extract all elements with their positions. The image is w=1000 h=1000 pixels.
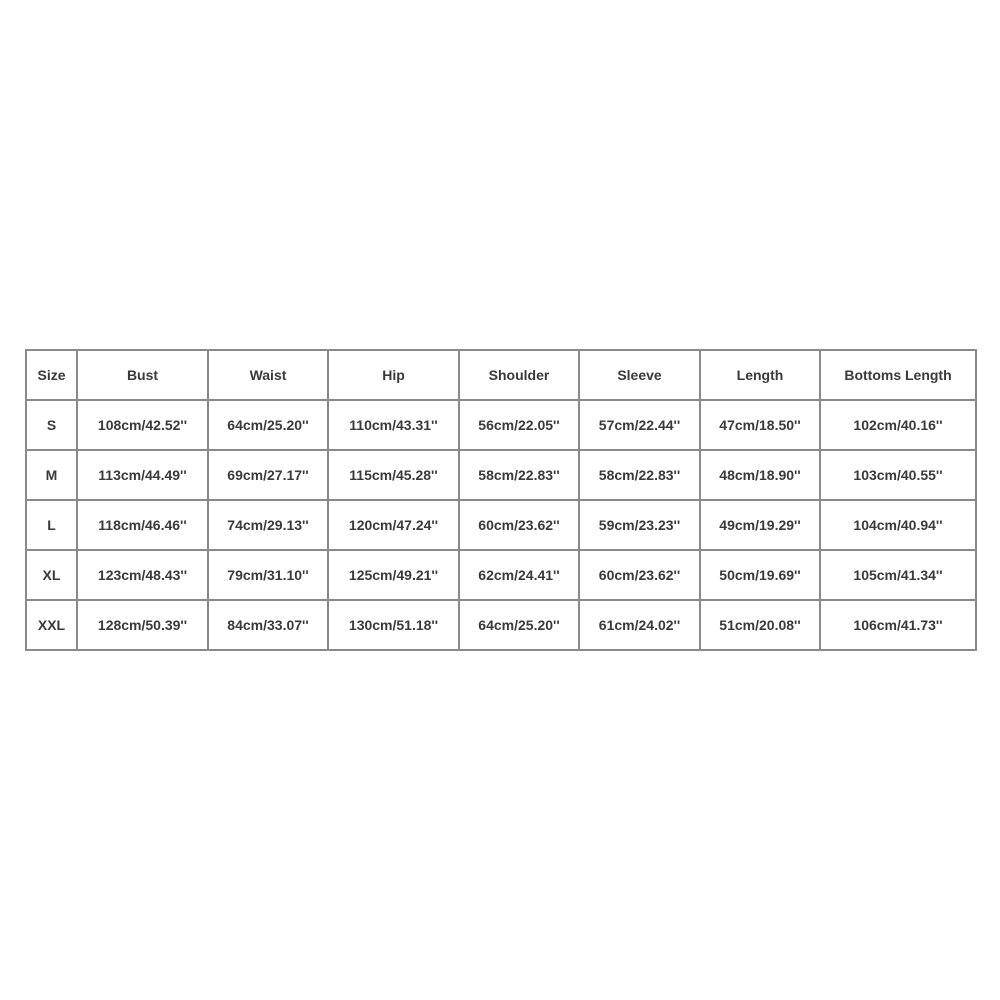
table-row [26, 600, 976, 650]
cell-bust: 108cm/42.52'' [77, 400, 208, 450]
cell-waist: 79cm/31.10'' [208, 550, 328, 600]
cell-bottoms-length: 102cm/40.16'' [820, 400, 976, 450]
cell-hip: 130cm/51.18'' [328, 600, 459, 650]
cell-shoulder: 60cm/23.62'' [459, 500, 579, 550]
cell-sleeve: 57cm/22.44'' [579, 400, 700, 450]
cell-length: 50cm/19.69'' [700, 550, 820, 600]
table-row [26, 500, 976, 550]
header-waist: Waist [208, 350, 328, 400]
cell-sleeve: 60cm/23.62'' [579, 550, 700, 600]
cell-shoulder: 58cm/22.83'' [459, 450, 579, 500]
table-row [26, 550, 976, 600]
cell-shoulder: 64cm/25.20'' [459, 600, 579, 650]
cell-hip: 110cm/43.31'' [328, 400, 459, 450]
cell-shoulder: 62cm/24.41'' [459, 550, 579, 600]
cell-bust: 123cm/48.43'' [77, 550, 208, 600]
header-bottoms-length: Bottoms Length [820, 350, 976, 400]
table-row [26, 400, 976, 450]
cell-bottoms-length: 106cm/41.73'' [820, 600, 976, 650]
cell-sleeve: 58cm/22.83'' [579, 450, 700, 500]
header-hip: Hip [328, 350, 459, 400]
cell-size: XL [26, 550, 77, 600]
cell-bust: 128cm/50.39'' [77, 600, 208, 650]
cell-sleeve: 59cm/23.23'' [579, 500, 700, 550]
cell-bottoms-length: 104cm/40.94'' [820, 500, 976, 550]
header-bust: Bust [77, 350, 208, 400]
cell-size: XXL [26, 600, 77, 650]
cell-shoulder: 56cm/22.05'' [459, 400, 579, 450]
cell-bottoms-length: 103cm/40.55'' [820, 450, 976, 500]
header-size: Size [26, 350, 77, 400]
cell-waist: 84cm/33.07'' [208, 600, 328, 650]
cell-length: 48cm/18.90'' [700, 450, 820, 500]
cell-length: 51cm/20.08'' [700, 600, 820, 650]
cell-length: 47cm/18.50'' [700, 400, 820, 450]
cell-waist: 69cm/27.17'' [208, 450, 328, 500]
cell-size: L [26, 500, 77, 550]
cell-waist: 64cm/25.20'' [208, 400, 328, 450]
cell-size: S [26, 400, 77, 450]
cell-size: M [26, 450, 77, 500]
cell-hip: 125cm/49.21'' [328, 550, 459, 600]
cell-hip: 120cm/47.24'' [328, 500, 459, 550]
cell-sleeve: 61cm/24.02'' [579, 600, 700, 650]
cell-bust: 113cm/44.49'' [77, 450, 208, 500]
header-row [26, 350, 976, 400]
cell-length: 49cm/19.29'' [700, 500, 820, 550]
size-chart-table [25, 349, 977, 651]
cell-hip: 115cm/45.28'' [328, 450, 459, 500]
header-length: Length [700, 350, 820, 400]
header-shoulder: Shoulder [459, 350, 579, 400]
header-sleeve: Sleeve [579, 350, 700, 400]
cell-bottoms-length: 105cm/41.34'' [820, 550, 976, 600]
cell-bust: 118cm/46.46'' [77, 500, 208, 550]
cell-waist: 74cm/29.13'' [208, 500, 328, 550]
table-row [26, 450, 976, 500]
